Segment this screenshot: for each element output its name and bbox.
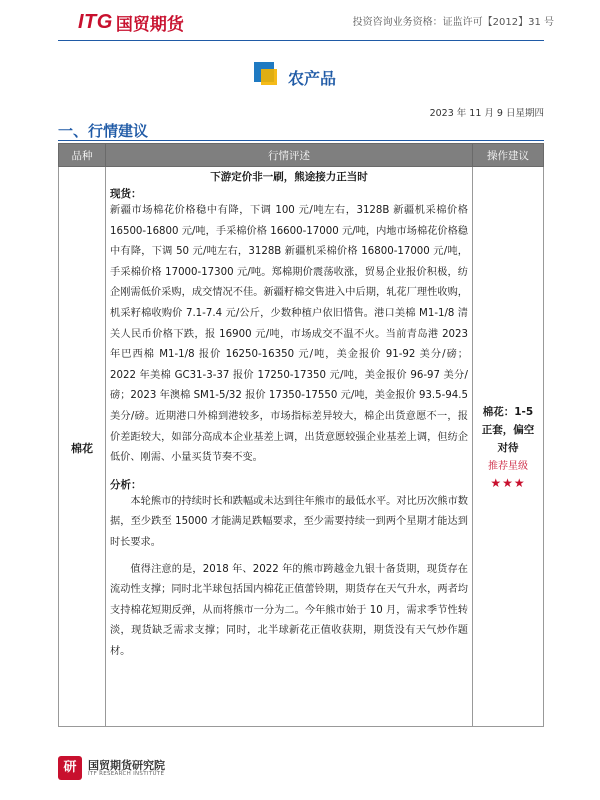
section-title: 一、行情建议 xyxy=(58,122,149,140)
market-advice-table xyxy=(58,143,544,727)
analysis-paragraph-1: 本轮熊市的持续时长和跌幅或未达到往年熊市的最低水平。对比历次熊市数据，至少跌至 15000 才能满足跌幅要求，至少需要持续一到两个星期才能达到时长要求。 xyxy=(110,495,468,548)
footer-org-en: ITF RESEARCH INSTITUTE xyxy=(88,771,165,777)
page-header xyxy=(0,0,600,42)
commentary-cell xyxy=(106,167,473,727)
research-logo-icon: 研 xyxy=(58,756,82,780)
header-divider xyxy=(58,40,544,41)
title-square-accent-icon xyxy=(261,69,277,85)
footer-org-cn: 国贸期货研究院 xyxy=(88,759,165,772)
recommendation-label: 推荐星级 xyxy=(488,460,528,472)
variety-name: 棉花 xyxy=(71,442,93,455)
header-commentary: 行情评述 xyxy=(106,144,473,167)
logo-latin: ITG xyxy=(78,10,113,33)
title-text: 农产品 xyxy=(288,69,337,88)
license-text: 投资咨询业务资格：证监许可【2012】31 号 xyxy=(352,17,554,28)
advice-line-1: 棉花：1-5 xyxy=(482,405,534,418)
advice-line-2: 正套，偏空 xyxy=(481,423,535,436)
report-date: 2023 年 11 月 9 日星期四 xyxy=(429,108,544,119)
commentary-subtitle: 下游定价非一刷，熊途接力正当时 xyxy=(210,171,368,183)
analysis-paragraph-2: 值得注意的是，2018 年、2022 年的熊市跨越金九银十备货期，现货存在流动性支撑；同时北半球包括国内棉花正值蕾铃期，期货存在天气升水，两者均支持棉花短期反弹，从而将熊市一分为二。今年熊市始于 10 月，需求季节性转淡，现货缺乏需求支撑；同时，北半球新花正值收获期，期货没有天气炒作题材。 xyxy=(110,563,468,657)
variety-cell xyxy=(59,167,106,727)
advice-line-3: 对待 xyxy=(497,441,519,454)
advice-cell xyxy=(473,167,544,727)
spot-paragraph: 新疆市场棉花价格稳中有降，下调 100 元/吨左右，3128B 新疆机采棉价格 16500-16800 元/吨，手采棉价格 16600-17000 元/吨，内地市场棉花价格稳中有降，下调 50 元/吨左右，3128B 新疆机采棉价格 16800-17000 元/吨，手采棉价格 17000-17300 元/吨。郑棉期价震荡收涨，贸易企业报价积极，纺企刚需低价采购，成交情况不佳。新疆籽棉交售进入中后期，轧花厂理性收购，机采籽棉收购价 7.1-7.4 元/公斤，少数种植户依旧惜售。港口美棉 M1-1/8 清关人民币价格下跌，报 16900 元/吨，市场成交不温不火。当前青岛港 2023 年巴西棉 M1-1/8 报价 16250-16350 元/吨，美金报价 91-92 美分/磅；2022 年美棉 GC31-3-37 报价 17250-17350 元/吨，美金报价 96-97 美分/磅；2023 年澳棉 SM1-5/32 报价 17350-17550 元/吨，美金报价 93.5-94.5 美分/磅。近期港口外棉到港较多，市场指标差异较大，棉企出货意愿不一，报价差距较大，如部分高成本企业基差上调，出货意愿较强企业基差上调，但纺企低价、刚需、小量买货节奏不变。 xyxy=(110,205,468,464)
rating-stars: ★★★ xyxy=(490,475,526,490)
company-logo xyxy=(78,10,184,34)
header-variety: 品种 xyxy=(59,144,106,167)
header-advice: 操作建议 xyxy=(473,144,544,167)
section-divider xyxy=(58,140,544,141)
spot-label: 现货： xyxy=(110,188,142,200)
table-header-row xyxy=(59,144,544,167)
logo-cn: 国贸期货 xyxy=(115,14,184,35)
analysis-label: 分析： xyxy=(110,478,142,491)
table-row xyxy=(59,167,544,727)
